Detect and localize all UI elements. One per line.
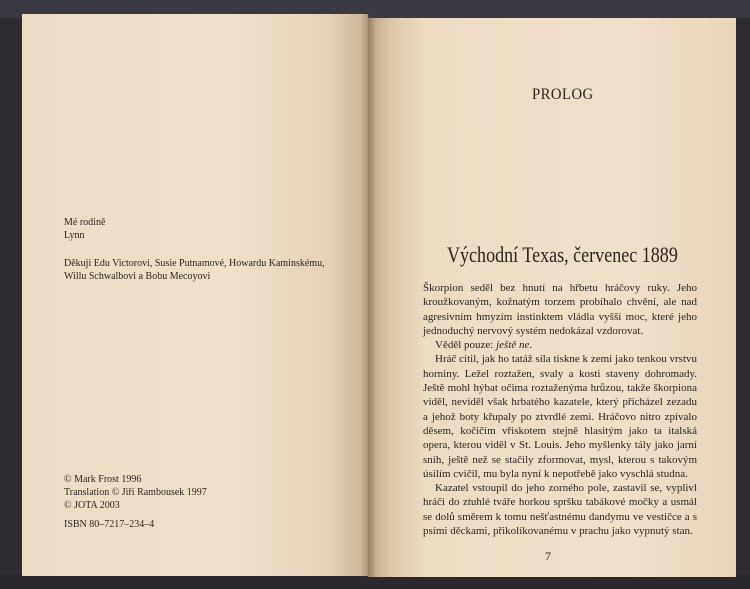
chapter-title: Východní Texas, červenec 1889 <box>447 242 678 267</box>
dedication-line: Mé rodině <box>64 217 106 228</box>
acknowledgements <box>64 257 354 283</box>
copyright-block <box>64 473 207 512</box>
paragraph: Kazatel vstoupil do jeho zorného pole, zastavil se, vyplivl hráči do ztuhlé tváře horkou spršku tabákové močky a usmál se dolů směrem k tomu nešťastnému dandymu ve vestičce a s psími děckami, přikolíkovanému v prachu jako vypnutý stan. <box>423 482 697 538</box>
paragraph: Hráč cítil, jak ho tatáž síla tiskne k zemi jako tenkou vrstvu horniny. Ležel roztažen, svaly a kosti staveny dohromady. Ještě mohl hýbat očima roztaženýma hrůzou, takže škorpiona viděl, neviděl však hrbatého kazatele, který přicházel zezadu a jehož boty křupaly po ztvrdlé zemi. Hráčovo nitro zpívalo děsem, kočičím vřiskotem stejně hlasitým jako ta italská opera, kterou viděl v St. Louis. Jeho myšlenky tály jako jarní sníh, ještě než se stačily zformovat, mysl, kterou s takovým úsilím cvičil, mu byla nyní k nepotřebě jako vyschlá studna. <box>423 353 697 480</box>
book-gutter <box>360 14 376 577</box>
body-text <box>423 281 697 538</box>
book-cover-edge-bottom <box>0 575 750 589</box>
dedication-line: Lynn <box>64 230 85 241</box>
page-number: 7 <box>545 549 551 563</box>
copyright-line: © JOTA 2003 <box>64 500 120 511</box>
paragraph: Škorpion seděl bez hnutí na hřbetu hráčovy ruky. Jeho kroužkovaným, kožnatým torzem probíhalo chvění, ale nad agresivním hmyzím instinktem vládla vyšší moc, které jeho jednoduchý nervový systém nedokázal vzdorovat. <box>423 282 697 337</box>
copyright-line: © Mark Frost 1996 <box>64 474 142 485</box>
paragraph-text: . <box>529 339 533 352</box>
dedication <box>64 216 105 242</box>
isbn: ISBN 80–7217–234–4 <box>64 519 155 530</box>
acknowledgements-line: Willu Schwalbovi a Bobu Mecoyovi <box>64 271 211 282</box>
section-heading: PROLOG <box>532 86 594 103</box>
paragraph <box>423 338 697 352</box>
acknowledgements-line: Děkuji Edu Victorovi, Susie Putnamové, Howardu Kaminskému, <box>64 258 325 269</box>
paragraph-emphasis: ještě ne <box>496 339 530 352</box>
copyright-line: Translation © Jiří Rambousek 1997 <box>64 487 207 498</box>
paragraph-text: Věděl pouze: <box>435 339 497 352</box>
